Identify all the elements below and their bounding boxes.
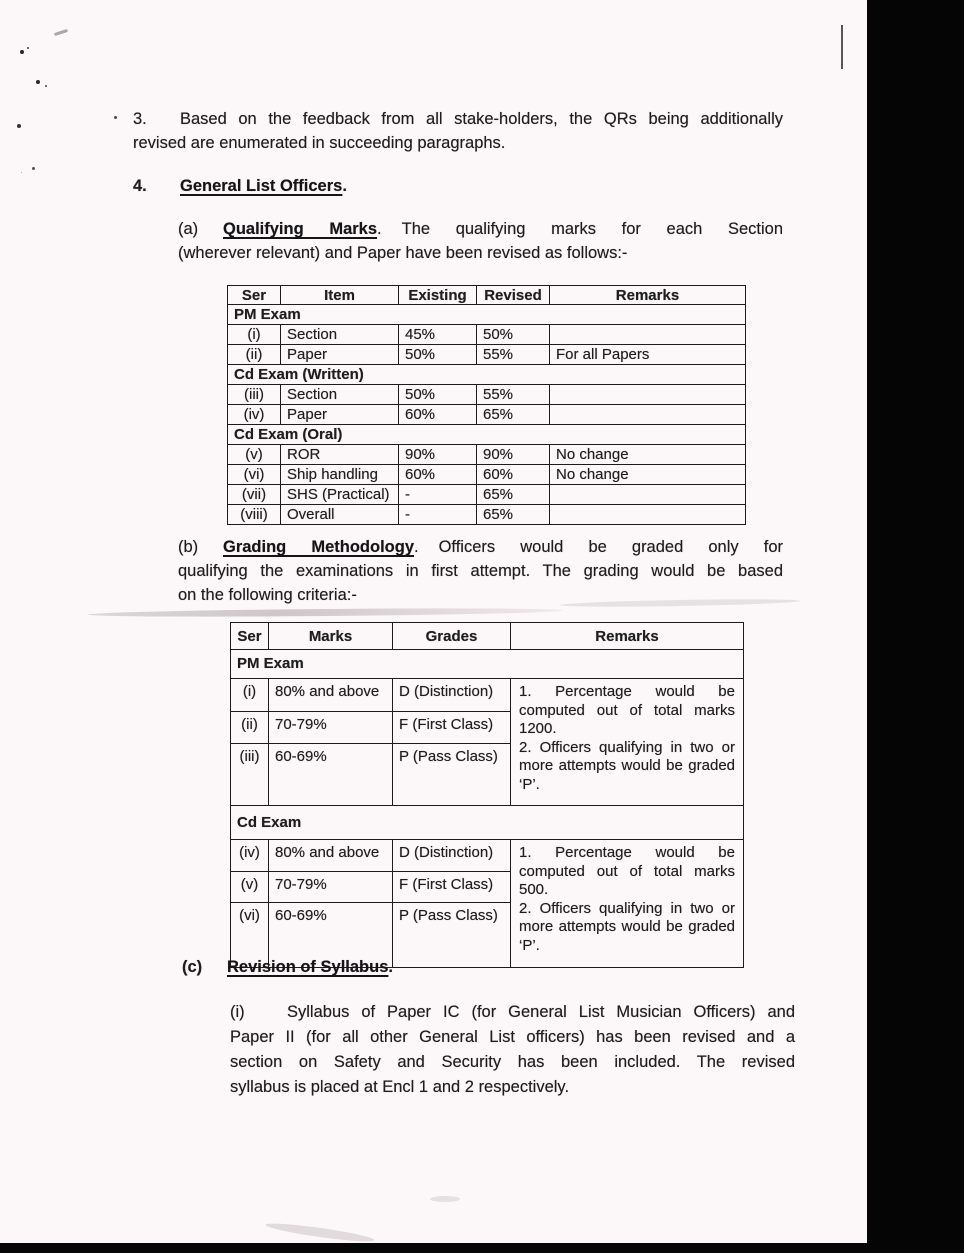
cell-revised: 60% (477, 465, 550, 485)
paragraph-c-i-line-2: Paper II (for all other General List officers) has been revised and a (230, 1028, 795, 1046)
paragraph-3-line-2: revised are enumerated in succeeding paragraphs. (133, 134, 506, 152)
heading-period: . (388, 958, 393, 976)
cell-existing: 50% (399, 345, 477, 365)
table-row (228, 445, 746, 465)
section-row (228, 365, 746, 385)
heading-general-list-officers (133, 174, 347, 198)
column-header: Item (281, 286, 399, 305)
scan-speck (114, 116, 117, 119)
cell-ser: (vi) (228, 465, 281, 485)
heading-title: General List Officers (180, 177, 343, 195)
scan-speck (20, 50, 24, 54)
subheading-qualifying-marks: Qualifying Marks (223, 220, 378, 238)
column-header: Remarks (550, 286, 746, 305)
paragraph-number: 3. (133, 110, 147, 128)
scan-speck (17, 124, 21, 128)
cell-remarks (550, 385, 746, 405)
paragraph-c-i-text: Syllabus of Paper IC (for General List Musician Officers) and (287, 1003, 795, 1021)
qualifying-marks-table (227, 285, 746, 525)
paragraph-3 (133, 107, 783, 155)
cell-ser: (iii) (228, 385, 281, 405)
paragraph-b-line-3: on the following criteria:- (178, 586, 357, 604)
cell-ser: (i) (228, 325, 281, 345)
scan-edge-bottom (0, 1243, 964, 1253)
cell-grade: F (First Class) (393, 872, 511, 903)
item-label: (c) (182, 958, 203, 976)
cell-grade: P (Pass Class) (393, 744, 511, 806)
cell-remarks: No change (550, 465, 746, 485)
scan-smudge (430, 1196, 460, 1202)
table-row (228, 385, 746, 405)
remark-1: 1. Percentage would be computed out of total marks 1200. (519, 683, 735, 737)
table-header-row (231, 623, 744, 650)
remark-2: 2. Officers qualifying in two or more attempts would be graded ‘P’. (519, 738, 735, 793)
paragraph-b-text: Officers would be graded only for (438, 538, 783, 556)
paragraph-c-i-line-3: section on Safety and Security has been included. The revised (230, 1053, 795, 1071)
paragraph-b-line-2: qualifying the examinations in first attempt. The grading would be based (178, 562, 783, 580)
cell-remarks: For all Papers (550, 345, 746, 365)
cell-ser: (iii) (231, 744, 269, 806)
scan-speck (32, 167, 35, 170)
heading-title: Revision of Syllabus (227, 958, 389, 976)
column-header: Ser (228, 286, 281, 305)
table-row (231, 840, 744, 872)
section-title-cd-exam: Cd Exam (231, 806, 744, 840)
cell-revised: 65% (477, 505, 550, 525)
cell-grade: F (First Class) (393, 712, 511, 744)
table-row (228, 405, 746, 425)
cell-ser: (vii) (228, 485, 281, 505)
paragraph-b-grading-methodology (178, 535, 783, 607)
section-title: Cd Exam (Oral) (228, 425, 746, 445)
section-row (231, 650, 744, 679)
cell-remarks: No change (550, 445, 746, 465)
cell-marks: 80% and above (269, 840, 393, 872)
remark-1: 1. Percentage would be computed out of total marks 500. (519, 844, 735, 898)
scan-smudge (88, 607, 563, 618)
subheading-period: . (414, 538, 419, 556)
section-row (228, 305, 746, 325)
cell-ser: (ii) (231, 712, 269, 744)
paragraph-a-qualifying-marks (178, 217, 783, 265)
paragraph-b-line-1 (178, 535, 783, 559)
cell-item: Paper (281, 345, 399, 365)
cell-ser: (v) (231, 872, 269, 903)
remark-2: 2. Officers qualifying in two or more attempts would be graded ‘P’. (519, 899, 735, 954)
section-title: PM Exam (228, 305, 746, 325)
cell-ser: (i) (231, 679, 269, 712)
cell-marks: 60-69% (269, 903, 393, 968)
paragraph-a-line-2: (wherever relevant) and Paper have been revised as follows:- (178, 244, 628, 262)
scan-line-artifact (841, 25, 843, 69)
scan-edge-right (867, 0, 964, 1253)
column-header: Existing (399, 286, 477, 305)
cell-existing: - (399, 505, 477, 525)
cell-marks: 80% and above (269, 679, 393, 712)
paragraph-3-line-1 (133, 107, 783, 131)
cell-item: ROR (281, 445, 399, 465)
cell-existing: 45% (399, 325, 477, 345)
table-row (228, 325, 746, 345)
heading-period: . (342, 177, 347, 195)
subheading-grading-methodology: Grading Methodology (223, 538, 414, 556)
cell-item: SHS (Practical) (281, 485, 399, 505)
section-title-pm-exam: PM Exam (231, 650, 744, 679)
section-row (228, 425, 746, 445)
paragraph-a-text: The qualifying marks for each Section (401, 220, 784, 238)
cell-remarks (550, 325, 746, 345)
column-header: Revised (477, 286, 550, 305)
cell-revised: 50% (477, 325, 550, 345)
heading-number: 4. (133, 177, 147, 195)
cell-remarks-cd (511, 840, 744, 968)
column-header: Grades (393, 623, 511, 650)
scan-speck (54, 29, 68, 36)
item-label: (a) (178, 220, 199, 238)
grading-criteria-table (230, 622, 744, 968)
cell-item: Section (281, 325, 399, 345)
table-row (228, 485, 746, 505)
paragraph-c-i-line-1 (230, 1000, 795, 1025)
table-row (228, 505, 746, 525)
cell-existing: 60% (399, 465, 477, 485)
cell-ser: (viii) (228, 505, 281, 525)
paragraph-c-i-line-4: syllabus is placed at Encl 1 and 2 respectively. (230, 1078, 570, 1096)
cell-item: Section (281, 385, 399, 405)
cell-revised: 65% (477, 485, 550, 505)
table-row (228, 345, 746, 365)
item-label: (i) (230, 1003, 245, 1021)
cell-remarks (550, 405, 746, 425)
cell-ser: (iv) (231, 840, 269, 872)
heading-revision-of-syllabus (182, 955, 393, 979)
item-label: (b) (178, 538, 199, 556)
cell-existing: 90% (399, 445, 477, 465)
subheading-period: . (377, 220, 382, 238)
cell-revised: 90% (477, 445, 550, 465)
cell-item: Ship handling (281, 465, 399, 485)
cell-revised: 65% (477, 405, 550, 425)
cell-marks: 60-69% (269, 744, 393, 806)
cell-remarks (550, 505, 746, 525)
cell-ser: (vi) (231, 903, 269, 968)
table-row (228, 465, 746, 485)
table-header-row (228, 286, 746, 305)
cell-ser: (iv) (228, 405, 281, 425)
cell-existing: - (399, 485, 477, 505)
cell-grade: D (Distinction) (393, 840, 511, 872)
paragraph-3-text: Based on the feedback from all stake-holders, the QRs being additionally (180, 110, 783, 128)
cell-existing: 60% (399, 405, 477, 425)
cell-item: Paper (281, 405, 399, 425)
cell-existing: 50% (399, 385, 477, 405)
cell-marks: 70-79% (269, 872, 393, 903)
scan-speck (36, 80, 40, 84)
paragraph-a-line-1 (178, 217, 783, 241)
column-header: Marks (269, 623, 393, 650)
cell-revised: 55% (477, 385, 550, 405)
cell-remarks (550, 485, 746, 505)
scan-smudge (265, 1220, 375, 1244)
cell-remarks-pm (511, 679, 744, 806)
cell-item: Overall (281, 505, 399, 525)
cell-grade: D (Distinction) (393, 679, 511, 712)
section-row (231, 806, 744, 840)
cell-marks: 70-79% (269, 712, 393, 744)
cell-ser: (v) (228, 445, 281, 465)
table-row (231, 679, 744, 712)
cell-grade: P (Pass Class) (393, 903, 511, 968)
column-header: Remarks (511, 623, 744, 650)
cell-ser: (ii) (228, 345, 281, 365)
paragraph-c-i (230, 1000, 795, 1100)
cell-revised: 55% (477, 345, 550, 365)
section-title: Cd Exam (Written) (228, 365, 746, 385)
column-header: Ser (231, 623, 269, 650)
